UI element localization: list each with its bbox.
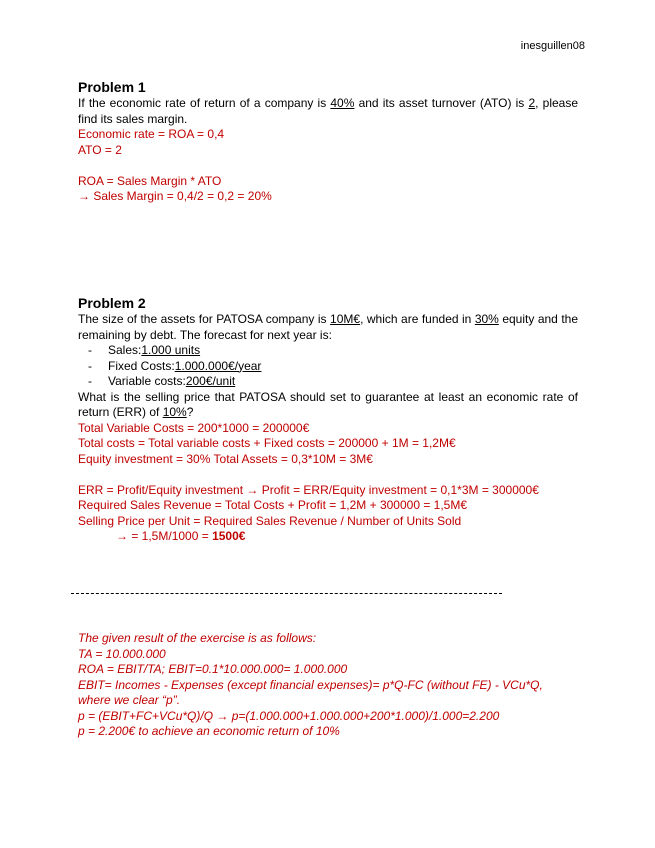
- statement-value: 30%: [474, 312, 499, 326]
- problem-1-title: Problem 1: [78, 79, 146, 95]
- given-line: TA = 10.000.000: [78, 646, 166, 661]
- solution-line: ERR = Profit/Equity investment → Profit = ERR/Equity investment = 0,1*3M = 300000€: [78, 482, 539, 497]
- statement-text: If the economic rate of return of a company is: [78, 96, 331, 110]
- problem-1-solution: [78, 127, 578, 205]
- list-item: - Sales: 1.000 units: [88, 343, 201, 357]
- item-label: Fixed Costs:: [108, 358, 175, 373]
- item-value: 200€/unit: [185, 374, 236, 388]
- question-text: ?: [186, 405, 194, 419]
- solution-spacer: [78, 158, 578, 174]
- given-line: p = (EBIT+FC+VCu*Q)/Q → p=(1.000.000+1.000.000+200*1.000)/1.000=2.200: [78, 708, 500, 723]
- solution-line: Required Sales Revenue = Total Costs + Profit = 1,2M + 300000 = 1,5M€: [78, 498, 468, 512]
- problem-2: [78, 295, 578, 545]
- statement-value: 40%: [330, 96, 355, 110]
- statement-text: equity and the remaining by debt. The forecast for next year is:: [78, 312, 578, 342]
- final-answer-prefix: → = 1,5M/1000 =: [116, 529, 213, 543]
- section-divider: [71, 593, 502, 594]
- solution-line: ATO = 2: [78, 142, 122, 157]
- given-result: [78, 631, 598, 740]
- list-item: - Variable costs: 200€/unit: [88, 374, 236, 388]
- item-value: 1.000.000€/year: [174, 358, 262, 373]
- given-line: where we clear “p”.: [78, 693, 181, 707]
- list-item: - Fixed Costs: 1.000.000€/year: [88, 358, 262, 373]
- solution-line: ROA = Sales Margin * ATO: [78, 173, 222, 188]
- item-label: Sales:: [108, 343, 142, 357]
- problem-1: [78, 79, 578, 205]
- item-label: Variable costs:: [108, 374, 186, 388]
- statement-text: and its asset turnover (ATO) is: [354, 96, 529, 110]
- given-line: EBIT= Incomes - Expenses (except financial expenses)= p*Q-FC (without FE) - VCu*Q,: [78, 677, 543, 692]
- solution-line: → Sales Margin = 0,4/2 = 0,2 = 20%: [78, 189, 272, 203]
- item-value: 1.000 units: [141, 343, 201, 357]
- forecast-list: [78, 343, 578, 390]
- problem-2-statement: [78, 312, 578, 343]
- question-text: What is the selling price that PATOSA should set to guarantee at least an economic rate of return (ERR) of: [78, 389, 578, 419]
- statement-text: The size of the assets for PATOSA company is: [78, 312, 331, 326]
- question-value: 10%: [162, 405, 187, 419]
- solution-line: Total costs = Total variable costs + Fixed costs = 200000 + 1M = 1,2M€: [78, 436, 456, 450]
- solution-line: Selling Price per Unit = Required Sales Revenue / Number of Units Sold: [78, 513, 462, 528]
- solution-line: Economic rate = ROA = 0,4: [78, 127, 225, 141]
- given-line: ROA = EBIT/TA; EBIT=0.1*10.000.000= 1.000.000: [78, 662, 348, 676]
- problem-1-statement: [78, 96, 578, 127]
- final-answer-result: 1500€: [212, 529, 246, 543]
- solution-line: Equity investment = 30% Total Assets = 0,3*10M = 3M€: [78, 451, 373, 466]
- statement-text: , which are funded in: [360, 312, 475, 326]
- problem-2-title: Problem 2: [78, 295, 146, 311]
- statement-value: 2: [528, 96, 536, 110]
- statement-value: 10M€: [330, 312, 361, 326]
- solution-line: Total Variable Costs = 200*1000 = 200000€: [78, 420, 310, 435]
- author-name: inesguillen08: [520, 40, 585, 52]
- statement-text: , please find its sales margin.: [78, 96, 579, 126]
- given-line: p = 2.200€ to achieve an economic return of 10%: [78, 724, 340, 738]
- final-answer-line: [78, 529, 578, 545]
- given-line: The given result of the exercise is as follows:: [78, 631, 317, 645]
- problem-2-solution: [78, 421, 578, 545]
- solution-spacer: [78, 467, 578, 483]
- problem-2-question: [78, 390, 578, 421]
